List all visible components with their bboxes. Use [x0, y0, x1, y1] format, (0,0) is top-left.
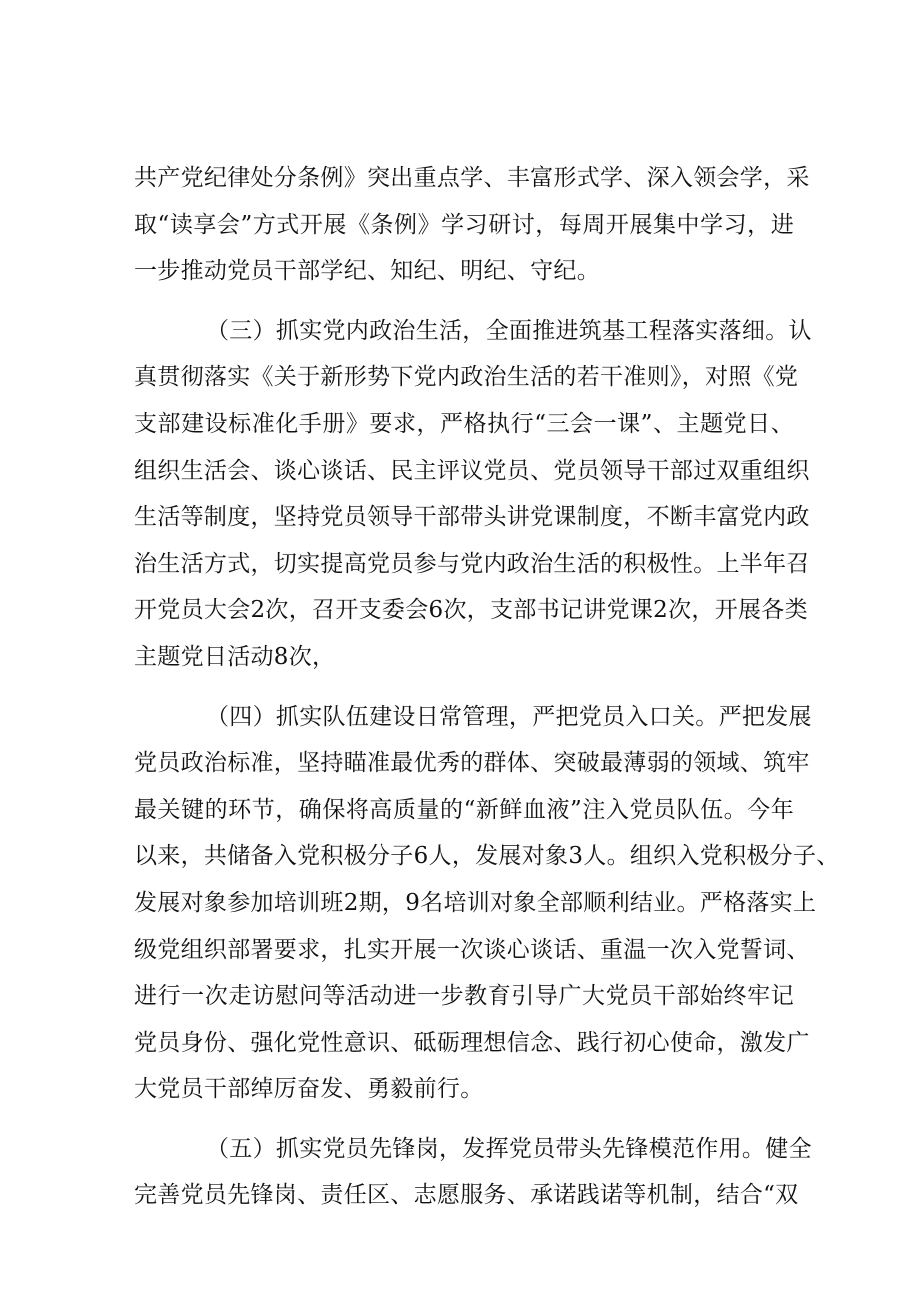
text-line: 大党员干部绰厉奋发、勇毅前行。: [134, 1076, 484, 1103]
text-line: 最关键的环节，确保将高质量的“新鲜血液”注入党员队伍。今年: [134, 796, 794, 823]
section-heading-line: （四）抓实队伍建设日常管理，严把党员入口关。严把发展: [206, 703, 812, 730]
text-line: 开党员大会2次，召开支委会6次，支部书记讲党课2次，开展各类: [134, 597, 808, 624]
section-heading-line: （三）抓实党内政治生活，全面推进筑基工程落实落细。认: [206, 317, 812, 344]
text-line: 支部建设标准化手册》要求，严格执行“三会一课”、主题党日、: [134, 410, 794, 437]
text-line: 级党组织部署要求，扎实开展一次谈心谈话、重温一次入党誓词、: [134, 936, 810, 963]
text-line: 治生活方式，切实提高党员参与党内政治生活的积极性。上半年召: [134, 550, 810, 577]
text-line: 主题党日活动8次，: [134, 643, 336, 670]
paragraph-section-3: [134, 308, 812, 681]
paragraph-section-4: [134, 694, 840, 1113]
text-line: 完善党员先锋岗、责任区、志愿服务、承诺践诺等机制，结合“双: [134, 1182, 799, 1209]
document-body: [134, 155, 840, 1232]
text-line: 党员身份、强化党性意识、砥砺理想信念、践行初心使命，激发广: [134, 1029, 810, 1056]
paragraph-section-5: [134, 1126, 812, 1219]
text-line: 以来，共储备入党积极分子6人，发展对象3人。组织入党积极分子、: [134, 843, 840, 870]
text-line: 真贯彻落实《关于新形势下党内政治生活的若干准则》，对照《党: [134, 364, 799, 391]
text-line: 一步推动党员干部学纪、知纪、明纪、守纪。: [134, 258, 600, 285]
section-heading-line: （五）抓实党员先锋岗，发挥党员带头先锋模范作用。健全: [206, 1135, 812, 1162]
text-line: 生活等制度，坚持党员领导干部带头讲党课制度，不断丰富党内政: [134, 504, 810, 531]
text-line: 党员政治标准，坚持瞄准最优秀的群体、突破最薄弱的领域、筑牢: [134, 750, 810, 777]
text-line: 组织生活会、谈心谈话、民主评议党员、党员领导干部过双重组织: [134, 457, 810, 484]
text-line: 取“读享会”方式开展《条例》学习研讨，每周开展集中学习，进: [134, 211, 794, 238]
paragraph-intro-continued: [134, 155, 810, 295]
text-line: 进行一次走访慰问等活动进一步教育引导广大党员干部始终牢记: [134, 983, 794, 1010]
text-line: 共产党纪律处分条例》突出重点学、丰富形式学、深入领会学，采: [134, 165, 810, 191]
text-line: 发展对象参加培训班2期，9名培训对象全部顺利结业。严格落实上: [134, 889, 817, 916]
